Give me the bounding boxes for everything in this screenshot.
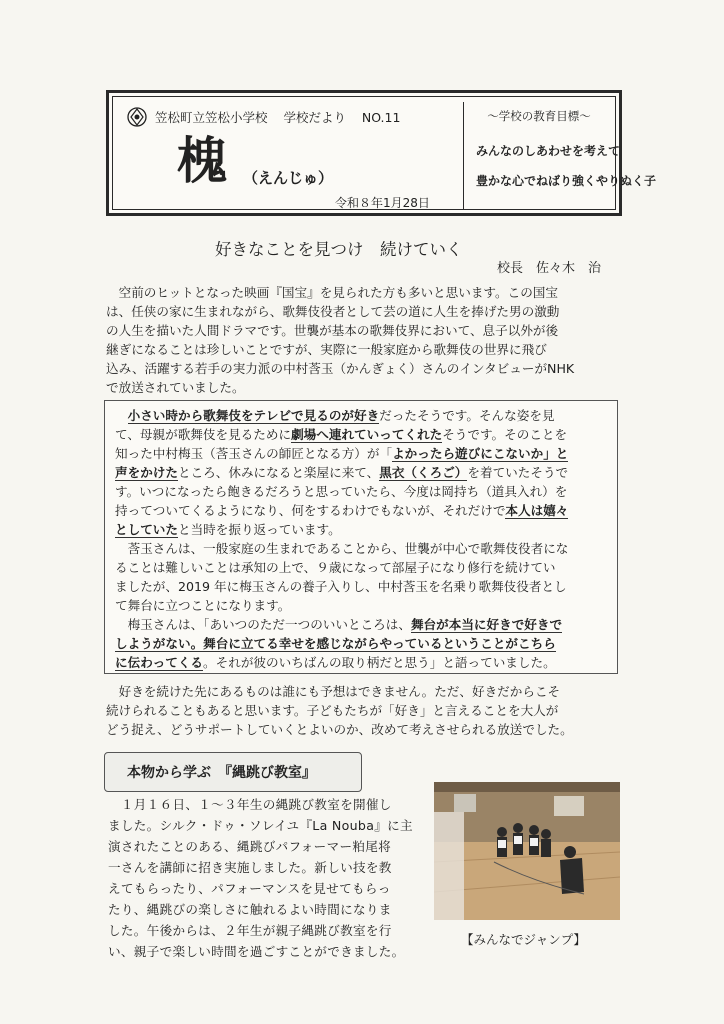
article-author: 校長 佐々木 治 [497,261,602,276]
section-body-line: 演されたことのある、縄跳びパフォーマー粕尾将 [108,839,392,854]
goals-heading: ～学校の教育目標～ [487,109,591,123]
quote-line: ることは難しいことは承知の上で、９歳になって部屋子になり修行を続けてい [115,560,556,575]
section-body-line: い、親子で楽しい時間を過ごすことができました。 [108,944,405,959]
newsletter-title-reading: （えんじゅ） [243,169,334,187]
closing-line: どう捉え、どうサポートしていくとよいのか、改めて考えさせられる放送でした。 [106,722,573,737]
school-emblem-icon [127,107,147,127]
quote-line: 声をかけたところ、休みになると楽屋に来て、黒衣（くろご）を着ていたそうで [115,465,569,480]
quote-line: 知った中村梅玉（莟玉さんの師匠となる方）が「よかったら遊びにこないか」と [115,446,569,461]
quote-line: 持ってついてくるようになり、何をするわけでもないが、それだけで本人は嬉々 [115,503,569,518]
quote-line: て舞台に立つことになります。 [115,598,291,613]
newsletter-header [106,90,657,216]
quote-line: しようがない。舞台に立てる幸せを感じながらやっているということがこちら [115,636,556,651]
section-body-line: 一さんを講師に招き実施しました。新しい技を教 [108,860,392,875]
section-body-line: たり、縄跳びの楽しさに触れるよい時間になりま [108,902,392,917]
intro-line: は、任侠の家に生まれながら、歌舞伎役者として芸の道に人生を捧げた男の激動 [106,304,560,319]
section-body-line: した。午後からは、２年生が親子縄跳び教室を行 [108,923,392,938]
header-inner-frame [112,96,657,210]
intro-line: の人生を描いた人間ドラマです。世襲が基本の歌舞伎界において、息子以外が後 [106,323,559,338]
section-body-line: えてもらったり、パフォーマンスを見せてもらっ [108,881,391,896]
quote-line: て、母親が歌舞伎を見るために劇場へ連れていってくれたそうです。そのことを [115,427,568,442]
intro-line: 継ぎになることは珍しいことですが、実際に一般家庭から歌舞伎の世界に飛び [106,342,547,357]
quote-line: に伝わってくる。それが彼のいちばんの取り柄だと思う」と語っていました。 [115,655,556,670]
closing-line: 続けられることもあると思います。子どもたちが「好き」と言えることを大人が [106,703,559,718]
intro-line: 込み、活躍する若手の実力派の中村莟玉（かんぎょく）さんのインタビューがNHK [106,361,575,376]
quote-line: 小さい時から歌舞伎をテレビで見るのが好きだったそうです。そんな姿を見 [127,408,555,423]
goal-line-2: 豊かな心でねばり強くやりぬく子 [476,174,657,188]
intro-line: で放送されていました。 [106,380,245,395]
gym-scene-image [434,782,620,920]
interview-quote-box [104,400,618,674]
jump-rope-class-photo [434,782,620,920]
intro-line: 空前のヒットとなった映画『国宝』を見られた方も多いと思います。この国宝 [106,285,558,300]
photo-caption: 【みんなでジャンプ】 [461,932,586,947]
issue-date: 令和８年1月28日 [335,196,430,210]
quote-line: 莟玉さんは、一般家庭の生まれであることから、世襲が中心で歌舞伎役者にな [115,541,569,556]
section-body-line: ました。シルク・ドゥ・ソレイユ『La Nouba』に主 [108,818,413,833]
issue-number: NO.11 [361,110,401,125]
quote-line: ましたが、2019 年に梅玉さんの養子入りし、中村莟玉を名乗り歌舞伎役者とし [115,579,567,594]
education-goals-box [463,102,657,210]
section-heading: 本物から学ぶ 『縄跳び教室』 [127,765,316,781]
section-heading-box [104,752,362,792]
closing-line: 好きを続けた先にあるものは誰にも予想はできません。ただ、好きだからこそ [106,684,561,699]
school-name: 笠松町立笠松小学校 [155,110,268,125]
section-body-line: １月１６日、１～３年生の縄跳び教室を開催し [108,797,392,812]
header-line [155,108,400,126]
quote-line: す。いつになったら飽きるだろうと思っていたら、今度は岡持ち（道具入れ）を [115,484,568,499]
quote-line: 梅玉さんは、「あいつのただ一つのいいところは、舞台が本当に好きで好きで [115,617,563,632]
article-title: 好きなことを見つけ 続けていく [215,240,463,259]
quote-line: としていたと当時を振り返っています。 [115,522,341,537]
newsletter-label: 学校だより [283,110,346,125]
newsletter-title: 槐 [177,131,227,190]
goal-line-1: みんなのしあわせを考えて [476,144,621,158]
